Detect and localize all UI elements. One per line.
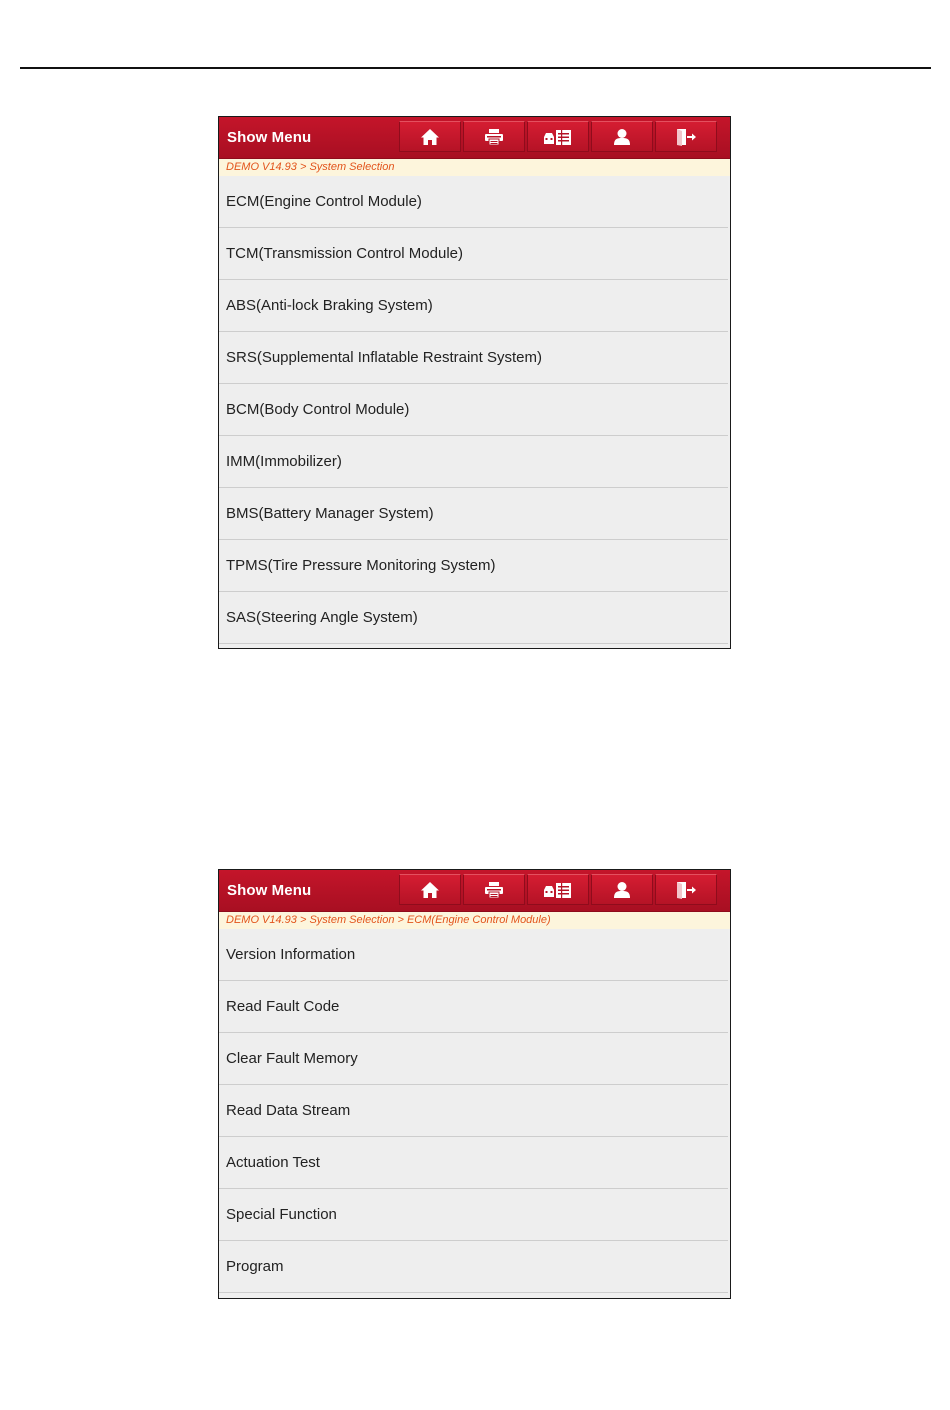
report-button[interactable] <box>527 874 589 905</box>
list-item-label: TPMS(Tire Pressure Monitoring System) <box>226 557 496 574</box>
list-item[interactable] <box>219 488 728 540</box>
user-button[interactable] <box>591 874 653 905</box>
printer-icon <box>484 128 504 146</box>
report-button[interactable] <box>527 121 589 152</box>
ecm-function-screen <box>218 869 731 1299</box>
list-item-label: SRS(Supplemental Inflatable Restraint System) <box>226 349 542 366</box>
home-icon <box>420 128 440 146</box>
show-menu-title[interactable]: Show Menu <box>227 129 312 146</box>
user-button[interactable] <box>591 121 653 152</box>
vehicle-report-icon <box>543 128 573 146</box>
exit-icon <box>675 881 697 899</box>
list-item-label: Special Function <box>226 1206 337 1223</box>
exit-button[interactable] <box>655 874 717 905</box>
list-item-label: SAS(Steering Angle System) <box>226 609 418 626</box>
show-menu-title[interactable]: Show Menu <box>227 882 312 899</box>
user-icon <box>613 128 631 146</box>
system-selection-screen <box>218 116 731 649</box>
list-item[interactable] <box>219 436 728 488</box>
breadcrumb: DEMO V14.93 > System Selection <box>219 159 730 176</box>
list-item-label: ECM(Engine Control Module) <box>226 193 422 210</box>
list-item[interactable] <box>219 1241 728 1293</box>
list-item[interactable] <box>219 1189 728 1241</box>
app-header <box>219 117 730 159</box>
list-item[interactable] <box>219 1137 728 1189</box>
list-item[interactable] <box>219 981 728 1033</box>
list-item[interactable] <box>219 332 728 384</box>
list-item[interactable] <box>219 176 728 228</box>
list-item-label: ABS(Anti-lock Braking System) <box>226 297 433 314</box>
list-item-label: Clear Fault Memory <box>226 1050 358 1067</box>
home-icon <box>420 881 440 899</box>
list-item[interactable] <box>219 540 728 592</box>
app-header <box>219 870 730 912</box>
list-item-label: Read Data Stream <box>226 1102 351 1119</box>
list-item[interactable] <box>219 1033 728 1085</box>
system-list <box>219 176 730 644</box>
function-list <box>219 929 730 1293</box>
list-item-label: Actuation Test <box>226 1154 320 1171</box>
page-top-rule <box>20 67 931 69</box>
list-item-label: Program <box>226 1258 284 1275</box>
list-item-label: TCM(Transmission Control Module) <box>226 245 463 262</box>
home-button[interactable] <box>399 121 461 152</box>
list-item[interactable] <box>219 384 728 436</box>
print-button[interactable] <box>463 121 525 152</box>
list-item[interactable] <box>219 228 728 280</box>
toolbar <box>399 874 719 907</box>
list-item-label: Version Information <box>226 946 356 963</box>
list-item[interactable] <box>219 280 728 332</box>
print-button[interactable] <box>463 874 525 905</box>
toolbar <box>399 121 719 154</box>
exit-icon <box>675 128 697 146</box>
list-item-label: Read Fault Code <box>226 998 340 1015</box>
breadcrumb: DEMO V14.93 > System Selection > ECM(Engine Control Module) <box>219 912 730 929</box>
list-item-label: BCM(Body Control Module) <box>226 401 410 418</box>
home-button[interactable] <box>399 874 461 905</box>
list-item-label: BMS(Battery Manager System) <box>226 505 434 522</box>
printer-icon <box>484 881 504 899</box>
exit-button[interactable] <box>655 121 717 152</box>
list-item[interactable] <box>219 1085 728 1137</box>
vehicle-report-icon <box>543 881 573 899</box>
list-item[interactable] <box>219 929 728 981</box>
user-icon <box>613 881 631 899</box>
list-item-label: IMM(Immobilizer) <box>226 453 342 470</box>
list-item[interactable] <box>219 592 728 644</box>
